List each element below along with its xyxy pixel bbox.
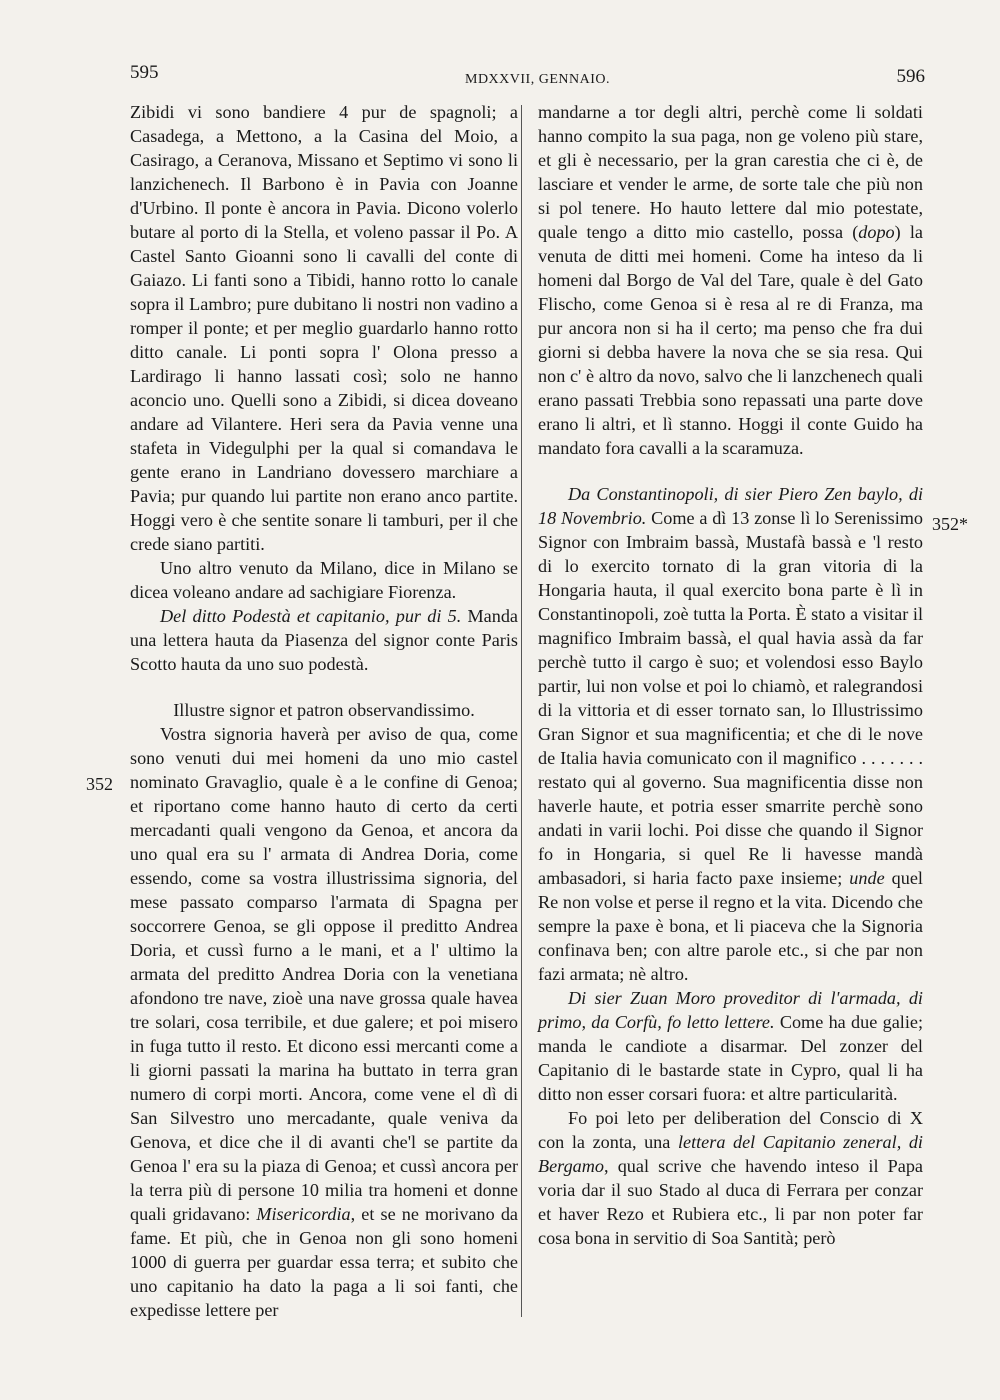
- left-column: [130, 100, 518, 1322]
- paragraph: Fo poi leto per deliberation del Conscio di X con la zonta, una lettera del Capitanio zeneral, di Bergamo, qual scrive che havendo inteso il Papa voria dar il suo Stado al duca di Ferrara per conzar et haver Rezo et Rubiera etc., li par non poter far cosa bona in servitio di Soa Santità; però: [538, 1108, 923, 1248]
- paragraph: Da Constantinopoli, di sier Piero Zen baylo, di 18 Novembrio. Come a dì 13 zonse lì lo Serenissimo Signor con Imbraim bassà, Mustafà bassà e 'l resto di lo exercito tornato di la gran vitoria di la Hongaria hauta, il qual exercito bona parte è lì in Constantinopoli, zoè tutta la Porta. È stato a visitar il magnifico Imbraim bassà, el qual havia assà da far perchè tutto il cargo è suo; et volendosi esso Baylo partir, lui non volse et poi lo chiamò, et ralegrandosi di la vittoria et di esser tornato san, lo Illustrissimo Gran Signor et sua magnificentia; et che di le nove de Italia havia comunicato con il magnifico . . . . . . . restato qui al governo. Sua magnificentia disse non haverle haute, et potria esser smarrite perchè sono andati in varii lochi. Poi disse che quando il Signor fo in Hongaria, si quel Re li havesse mandà ambasadori, si haria facto paxe insieme; unde quel Re non volse et perse il regno et la vita. Dicendo che sempre la paxe è bona, et li piaceva che la Signoria confinava ben; con altre parole etc., si che par non fazi armata; nè altro.: [538, 484, 923, 984]
- margin-note-right: 352*: [932, 514, 968, 534]
- right-column: [538, 100, 923, 1250]
- paragraph: Del ditto Podestà et capitanio, pur di 5. Manda una lettera hauta da Piasenza del signor conte Paris Scotto hauta da uno suo podestà.: [130, 606, 518, 674]
- paragraph: Uno altro venuto da Milano, dice in Milano se dicea voleano andare ad sachigiare Fiorenza.: [130, 558, 518, 602]
- paragraph: Zibidi vi sono bandiere 4 pur de spagnoli; a Casadega, a Mettono, a la Casina del Moio, a Casirago, a Ceranova, Missano et Septimo vi sono li lanzichenech. Il Barbono è in Pavia con Joanne d'Urbino. Il ponte è ancora in Pavia. Dicono volerlo butare al porto di la Stella, et voleno passar il Po. A Castel Santo Gioanni sono li cavalli del conte di Gaiazo. Li fanti sono a Tibidi, hanno rotto lo canale sopra il Lambro; pure dubitano li nostri non vadino a romper il ponte; et per meglio guardarlo hanno rotto ditto canale. Li ponti sopra l' Olona presso a Lardirago li hanno lassati così; solo ne hanno aconcio uno. Quelli sono a Zibidi, si dicea doveano andare ad Vilantere. Heri sera da Pavia venne una stafeta in Videgulphi per la qual si comandava le gente erano in Landriano dovessero marchiare a Pavia; pur quando lui partite non erano anco partite. Hoggi vero è che sentite sonare li tamburi, per il che crede siano partiti.: [130, 102, 518, 554]
- letter-heading: Di sier Zuan Moro proveditor di l'armada, di primo, da Corfù, fo letto lettere.: [538, 988, 923, 1032]
- salutation: Illustre signor et patron observandissimo.: [173, 700, 475, 720]
- column-divider: [521, 105, 522, 1317]
- paragraph: Vostra signoria haverà per aviso de qua, come sono venuti dui mei homeni da uno mio castel nominato Gravaglio, quale è a le confine di Genoa; et riportano come hanno hauto di certo da certi mercadanti quali vengono da Genoa, et ancora da uno qual era su l' armata di Andrea Doria, come essendo, come sa vostra illustrissima signoria, del mese passato comparso l'armata di Spagna per soccorrere Genoa, se gli oppose il preditto Andrea Doria, et cussì furno a le mani, et a l' ultimo la armata del preditto Andrea Doria con la venetiana afondono tre nave, zioè una nave grossa quale havea tre solari, cosa terribile, et due galere; et poi misero in fuga tutto il resto. Et dicono essi mercanti come a li giorni passati la marina ha buttato in terra gran numero di corpi morti. Ancora, come vene el dì di San Silvestro uno mercadante, quale veniva da Genova, et dice che il di avanti che'l se partite da Genoa l' era su la piaza di Genoa; et cussì ancora per la terra più di persone 10 milia tra homeni et donne quali gridavano: Misericordia, et se ne morivano da fame. Et più, che in Genoa non gli sono homeni 1000 di guerra per guardar essa terra; et subito che uno capitanio ha dato la paga a li soi fanti, che expedisse lettere per: [130, 724, 518, 1320]
- margin-note-left: 352: [86, 774, 113, 794]
- page-number-right: 596: [896, 66, 925, 87]
- page-header: [130, 62, 925, 92]
- running-title: MDXXVII, GENNAIO.: [465, 72, 610, 87]
- letter-heading: Del ditto Podestà et capitanio, pur di 5.: [160, 606, 462, 626]
- paragraph: mandarne a tor degli altri, perchè come li soldati hanno compito la sua paga, non ge voleno più stare, et gli è necessario, per la gran carestia che ci è, de lasciare et vender le arme, de sorte tale che più non si pol tenere. Ho hauto lettere dal mio potestate, quale tengo a ditto mio castello, possa (dopo) la venuta de ditti mei homeni. Come ha inteso da li homeni dal Borgo de Val del Tare, quale è del Gato Flischo, come Genoa si è resa al re di Franza, ma pur ancora non si ha il certo; ma penso che fra dui giorni si debba havere la nova che se sia resa. Qui non c' è altro da novo, salvo che li lanzchenech quali erano passati Trebbia sono repassati una parte dove erano li altri, et lì stanno. Hoggi il conte Guido ha mandato fora cavalli a la scaramuza.: [538, 102, 923, 458]
- letter-heading: Da Constantinopoli, di sier Piero Zen baylo, di 18 Novembrio.: [538, 484, 923, 528]
- page-number-left: 595: [130, 62, 159, 83]
- paragraph: Di sier Zuan Moro proveditor di l'armada, di primo, da Corfù, fo letto lettere. Come ha due galie; manda le candiote a disarmar. Del zonzer del Capitanio di le bastarde state in Cypro, qual li ha ditto non esser corsari fuora: et altre particularità.: [538, 988, 923, 1104]
